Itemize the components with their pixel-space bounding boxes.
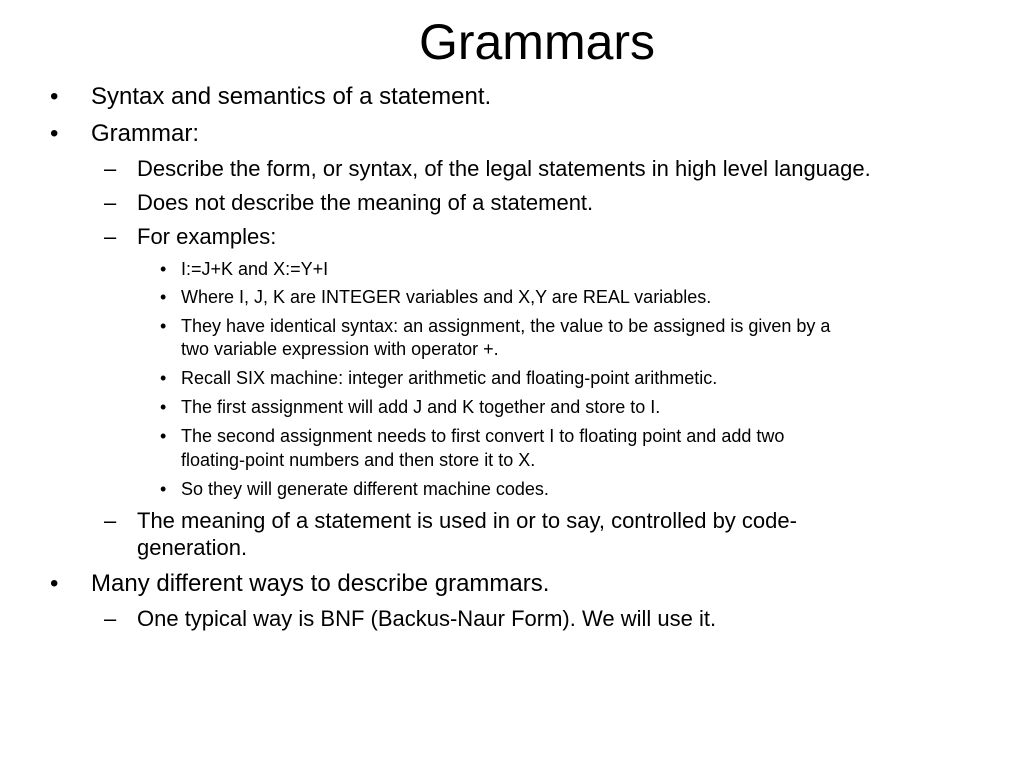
- slide-title: Grammars: [418, 14, 656, 70]
- subbullet-bnf: One typical way is BNF (Backus-Naur Form). We will use it.: [137, 606, 717, 631]
- dash-marker: –: [104, 190, 117, 215]
- example-types: Where I, J, K are INTEGER variables and X,Y are REAL variables.: [181, 287, 712, 307]
- bullet-marker: •: [160, 316, 167, 336]
- bullet-marker: •: [50, 570, 59, 597]
- dash-marker: –: [104, 508, 117, 533]
- example-six-machine: Recall SIX machine: integer arithmetic and floating-point arithmetic.: [181, 368, 718, 388]
- bullet-marker: •: [160, 397, 167, 417]
- example-second-line-2: floating-point numbers and then store it to X.: [181, 450, 536, 470]
- bullet-syntax-semantics: Syntax and semantics of a statement.: [91, 83, 492, 110]
- example-first-assignment: The first assignment will add J and K together and store to I.: [181, 397, 661, 417]
- subbullet-describe-form: Describe the form, or syntax, of the legal statements in high level language.: [137, 156, 871, 181]
- bullet-many-ways: Many different ways to describe grammars.: [91, 570, 550, 597]
- bullet-grammar: Grammar:: [91, 120, 199, 147]
- bullet-marker: •: [160, 426, 167, 446]
- example-assign: I:=J+K and X:=Y+I: [181, 259, 329, 279]
- subbullet-for-examples: For examples:: [137, 224, 277, 249]
- dash-marker: –: [104, 224, 117, 249]
- subbullet-not-meaning: Does not describe the meaning of a statement.: [137, 190, 594, 215]
- example-second-line-1: The second assignment needs to first convert I to floating point and add two: [181, 426, 785, 446]
- example-identical-line-2: two variable expression with operator +.: [181, 339, 499, 359]
- subbullet-meaning-line-1: The meaning of a statement is used in or to say, controlled by code-: [137, 508, 797, 533]
- subbullet-meaning-line-2: generation.: [137, 535, 248, 560]
- bullet-marker: •: [50, 120, 59, 147]
- bullet-marker: •: [160, 368, 167, 388]
- bullet-marker: •: [160, 259, 167, 279]
- dash-marker: –: [104, 606, 117, 631]
- example-identical-line-1: They have identical syntax: an assignment, the value to be assigned is given by a: [181, 316, 831, 336]
- dash-marker: –: [104, 156, 117, 181]
- example-machine-codes: So they will generate different machine codes.: [181, 479, 549, 499]
- bullet-marker: •: [160, 479, 167, 499]
- bullet-marker: •: [160, 287, 167, 307]
- bullet-marker: •: [50, 83, 59, 110]
